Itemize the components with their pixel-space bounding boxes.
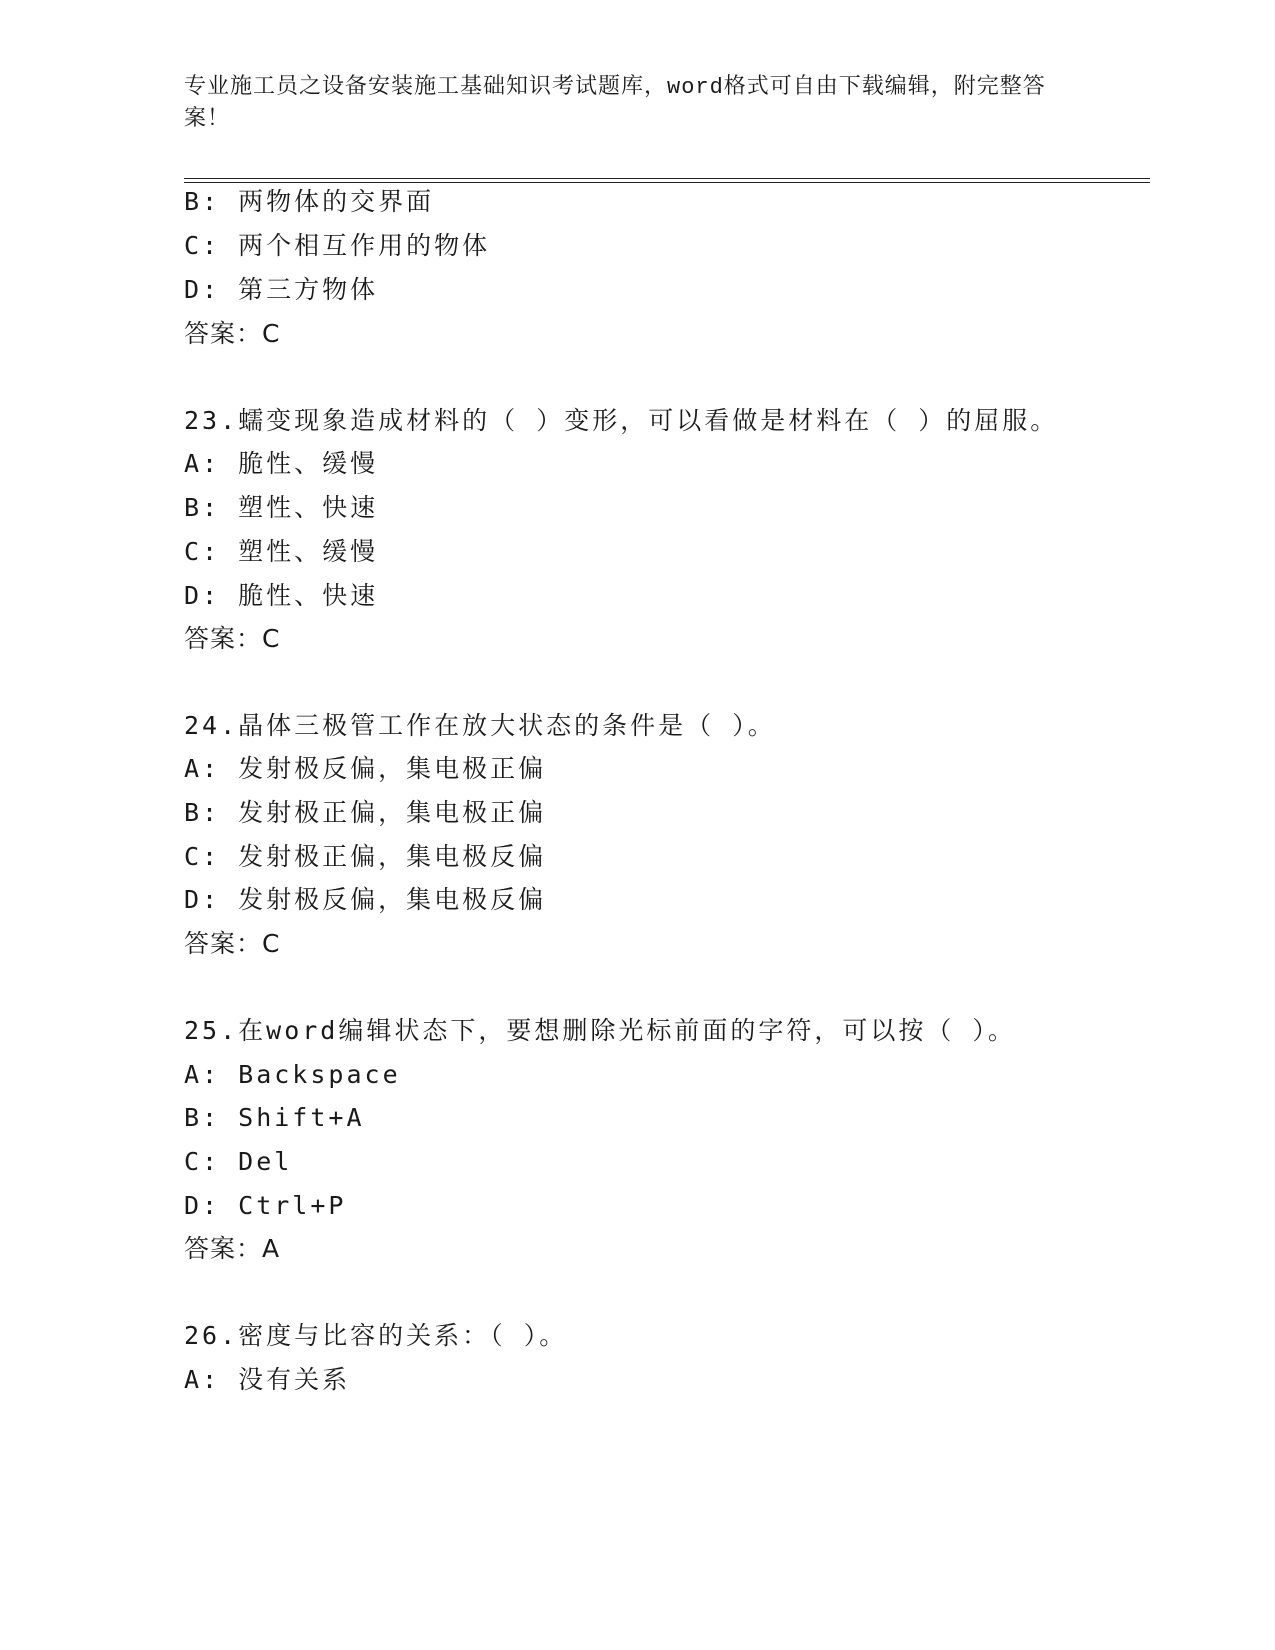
q26-question: 26.密度与比容的关系：（ ）。 <box>184 1321 568 1350</box>
q24-option-b: B: 发射极正偏，集电极正偏 <box>184 798 547 827</box>
q23-option-a: A: 脆性、缓慢 <box>184 449 379 478</box>
q25-option-b: B: Shift+A <box>184 1103 365 1132</box>
q23-option-c: C: 塑性、缓慢 <box>184 537 379 566</box>
document-header: 专业施工员之设备安装施工基础知识考试题库，word格式可自由下载编辑，附完整答案！ <box>184 75 1046 132</box>
q24-option-d: D: 发射极反偏，集电极反偏 <box>184 885 547 914</box>
q22-option-d: D: 第三方物体 <box>184 275 379 304</box>
q23-question: 23.蠕变现象造成材料的（ ）变形，可以看做是材料在（ ）的屈服。 <box>184 406 1059 435</box>
q22-option-b: B: 两物体的交界面 <box>184 187 435 216</box>
q22-option-c: C: 两个相互作用的物体 <box>184 231 491 260</box>
q25-answer: 答案：A <box>184 1234 281 1263</box>
q26-option-a: A: 没有关系 <box>184 1365 351 1394</box>
header-rule-bottom <box>184 182 1150 183</box>
q24-question: 24.晶体三极管工作在放大状态的条件是（ ）。 <box>184 711 776 740</box>
q23-option-d: D: 脆性、快速 <box>184 581 379 610</box>
q24-option-c: C: 发射极正偏，集电极反偏 <box>184 842 547 871</box>
q25-option-d: D: Ctrl+P <box>184 1191 347 1220</box>
q25-option-a: A: Backspace <box>184 1060 401 1089</box>
header-rule-top <box>184 178 1150 179</box>
q25-option-c: C: Del <box>184 1147 293 1176</box>
q23-option-b: B: 塑性、快速 <box>184 493 379 522</box>
q22-answer: 答案：C <box>184 319 281 348</box>
q24-option-a: A: 发射极反偏，集电极正偏 <box>184 754 547 783</box>
q24-answer: 答案：C <box>184 929 281 958</box>
q25-question: 25.在word编辑状态下，要想删除光标前面的字符，可以按（ ）。 <box>184 1016 1016 1045</box>
q23-answer: 答案：C <box>184 624 281 653</box>
